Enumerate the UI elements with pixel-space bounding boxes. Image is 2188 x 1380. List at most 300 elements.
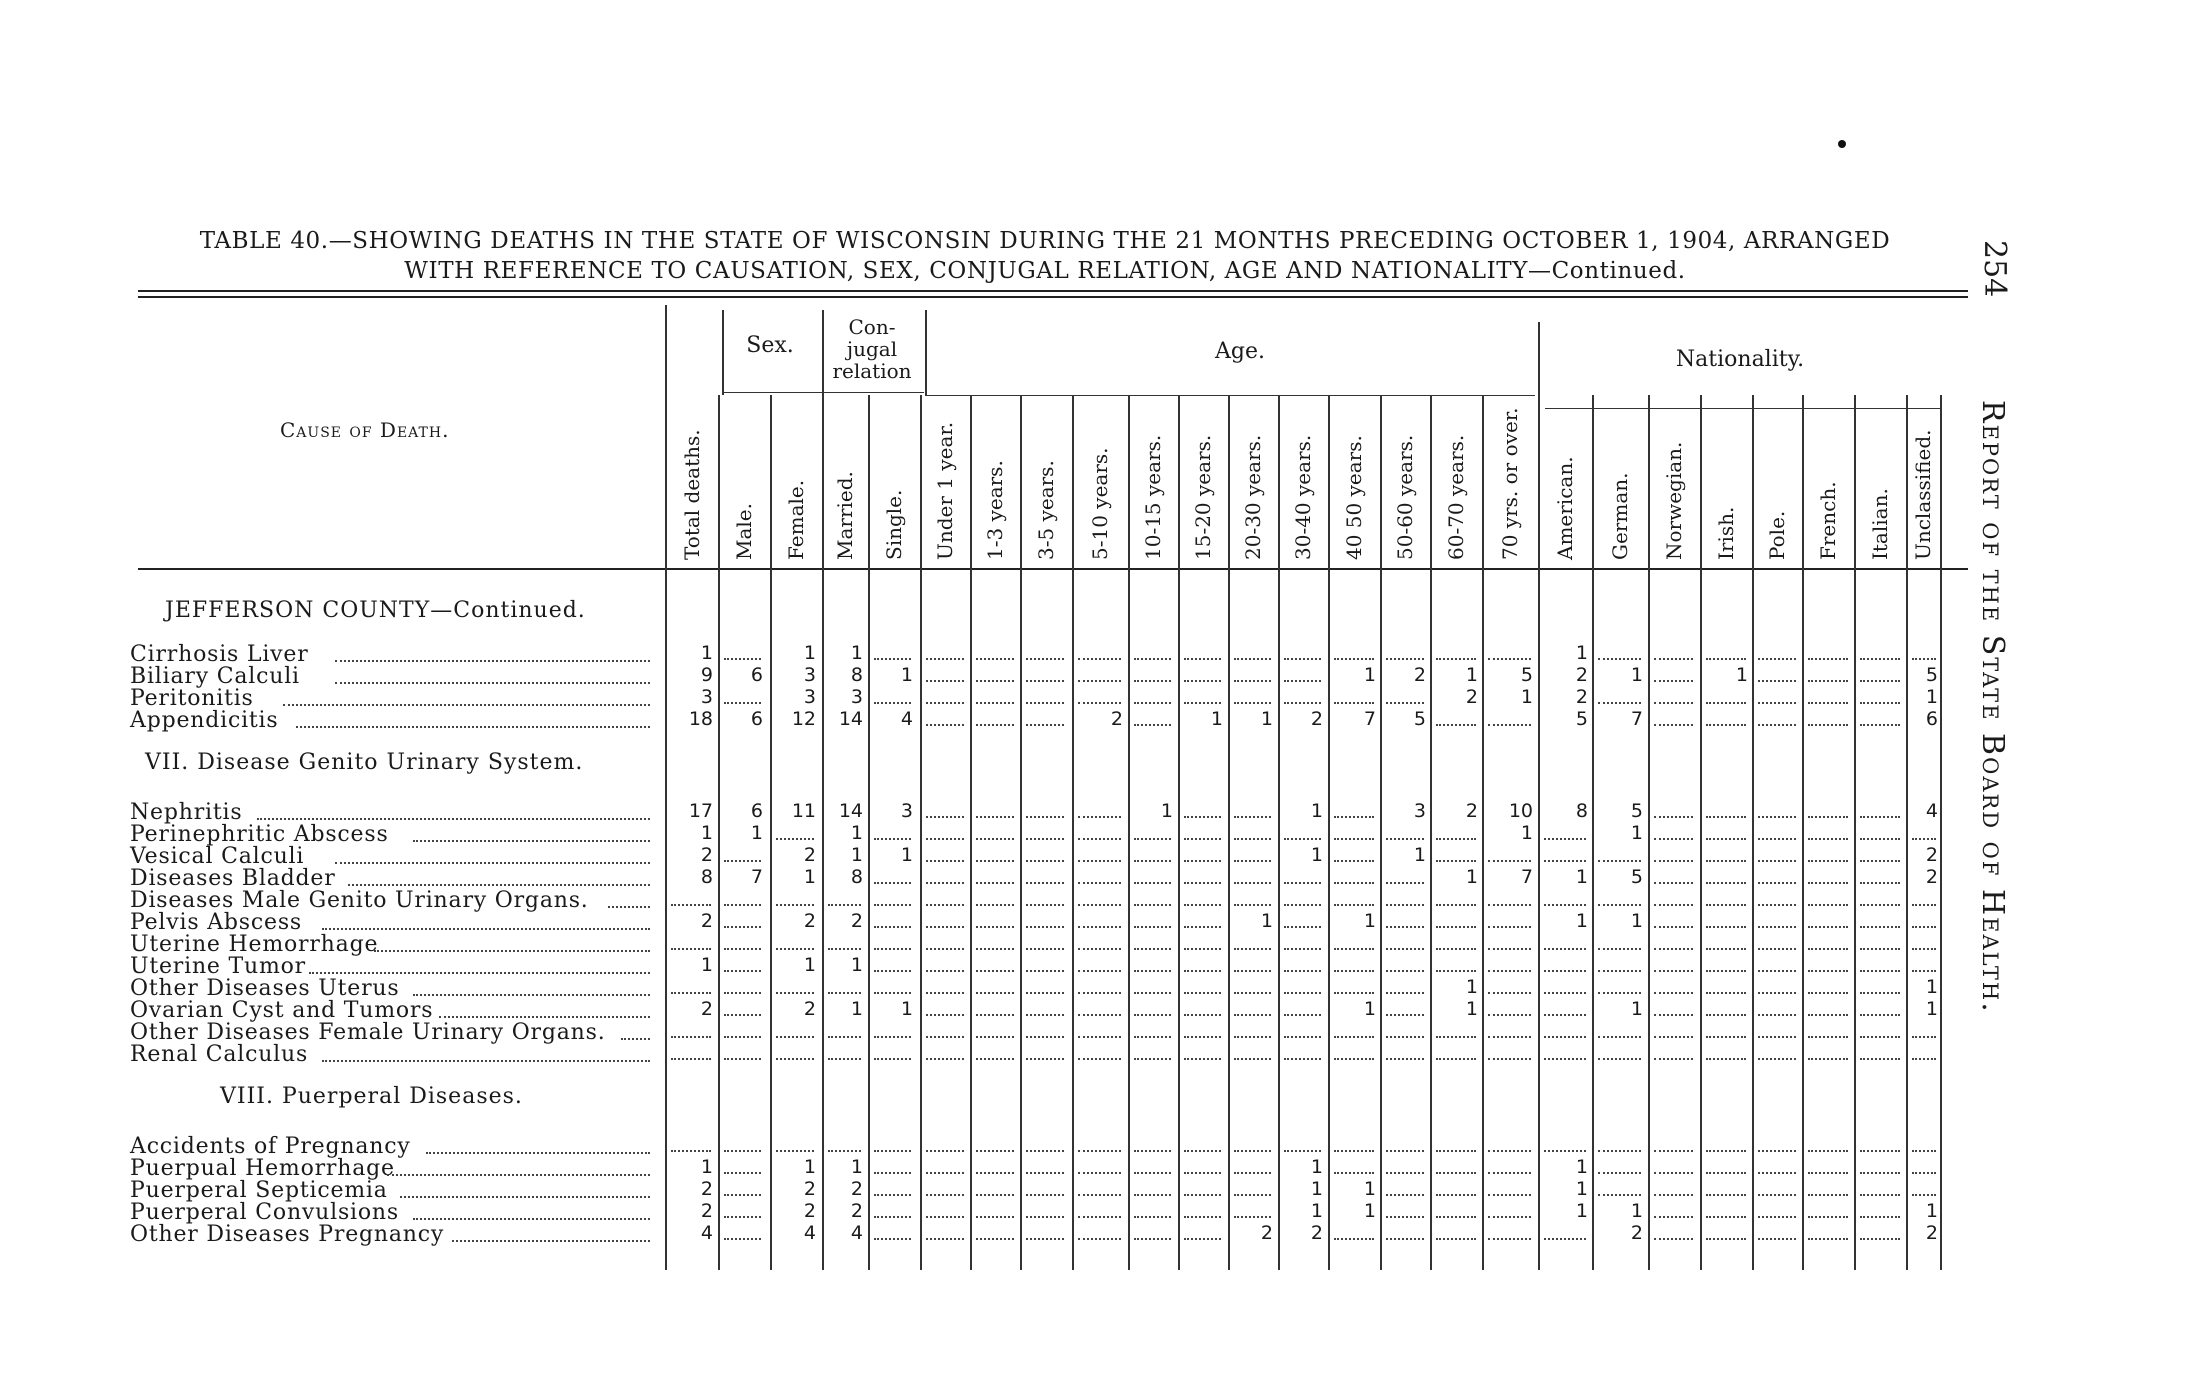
empty-cell-dots (1544, 992, 1586, 994)
empty-cell-dots (1654, 1150, 1693, 1152)
empty-cell-dots (1544, 970, 1586, 972)
section-heading: VIII. Puerperal Diseases. (220, 1084, 523, 1109)
table-title (150, 226, 1940, 286)
empty-cell-dots (1488, 724, 1531, 726)
leader-dots (335, 660, 650, 662)
empty-cell-dots (1654, 882, 1693, 884)
empty-cell-dots (976, 702, 1014, 704)
nationality-header: Nationality. (1675, 347, 1805, 372)
leader-dots (413, 1218, 650, 1220)
table-cell: 7 (1630, 708, 1643, 730)
empty-cell-dots (1284, 1036, 1321, 1038)
empty-cell-dots (1598, 658, 1641, 660)
empty-cell-dots (1078, 702, 1121, 704)
table-cell: 2 (700, 1200, 713, 1222)
empty-cell-dots (1808, 1014, 1848, 1016)
leader-dots (413, 840, 650, 842)
group-divider (1538, 322, 1540, 407)
empty-cell-dots (1026, 1172, 1064, 1174)
leader-dots (387, 1174, 650, 1176)
empty-cell-dots (1598, 904, 1641, 906)
empty-cell-dots (1758, 948, 1796, 950)
cause-of-death: Perinephritic Abscess (130, 822, 389, 847)
empty-cell-dots (1436, 904, 1476, 906)
empty-cell-dots (1706, 1172, 1746, 1174)
empty-cell-dots (976, 992, 1014, 994)
table-cell: 4 (850, 1222, 863, 1244)
table-cell: 6 (1925, 708, 1938, 730)
column-header: 20-30 years. (1241, 434, 1265, 560)
empty-cell-dots (1284, 970, 1321, 972)
empty-cell-dots (1706, 838, 1746, 840)
empty-cell-dots (1184, 926, 1221, 928)
empty-cell-dots (1808, 680, 1848, 682)
empty-cell-dots (1706, 992, 1746, 994)
table-cell: 5 (1520, 664, 1533, 686)
column-divider (1854, 395, 1856, 1270)
empty-cell-dots (1334, 904, 1374, 906)
empty-cell-dots (776, 1150, 814, 1152)
empty-cell-dots (724, 992, 761, 994)
empty-cell-dots (1234, 948, 1271, 950)
table-cell: 1 (1260, 910, 1273, 932)
cause-of-death: Uterine Tumor (130, 954, 307, 979)
table-cell: 2 (700, 1178, 713, 1200)
empty-cell-dots (976, 948, 1014, 950)
empty-cell-dots (976, 904, 1014, 906)
empty-cell-dots (1386, 992, 1424, 994)
empty-cell-dots (1234, 1216, 1271, 1218)
column-divider (665, 305, 667, 1270)
table-cell: 1 (1925, 976, 1938, 998)
empty-cell-dots (1706, 1036, 1746, 1038)
empty-cell-dots (1078, 1036, 1121, 1038)
empty-cell-dots (1436, 1216, 1476, 1218)
table-cell: 1 (1925, 686, 1938, 708)
empty-cell-dots (1134, 680, 1171, 682)
table-cell: 12 (791, 708, 816, 730)
table-cell: 1 (1630, 822, 1643, 844)
table-cell: 1 (1210, 708, 1223, 730)
cause-of-death: Accidents of Pregnancy (130, 1134, 411, 1159)
empty-cell-dots (1488, 948, 1531, 950)
empty-cell-dots (1078, 680, 1121, 682)
table-cell: 2 (850, 910, 863, 932)
table-cell: 2 (1260, 1222, 1273, 1244)
empty-cell-dots (1026, 970, 1064, 972)
table-cell: 2 (1925, 1222, 1938, 1244)
table-cell: 5 (1925, 664, 1938, 686)
empty-cell-dots (724, 1172, 761, 1174)
group-divider (925, 310, 927, 395)
title-rule-2 (138, 296, 1968, 298)
column-header: 5-10 years. (1088, 447, 1112, 560)
column-header: 30-40 years. (1291, 434, 1315, 560)
conjugal-header: Con- jugal relation (832, 315, 912, 383)
empty-cell-dots (1488, 970, 1531, 972)
empty-cell-dots (828, 992, 861, 994)
table-cell: 1 (900, 844, 913, 866)
empty-cell-dots (1654, 1036, 1693, 1038)
empty-cell-dots (976, 1014, 1014, 1016)
table-cell: 8 (850, 866, 863, 888)
empty-cell-dots (874, 838, 911, 840)
empty-cell-dots (1026, 724, 1064, 726)
empty-cell-dots (1808, 658, 1848, 660)
empty-cell-dots (1334, 882, 1374, 884)
empty-cell-dots (1284, 904, 1321, 906)
empty-cell-dots (1758, 658, 1796, 660)
empty-cell-dots (776, 948, 814, 950)
table-cell: 1 (803, 1156, 816, 1178)
empty-cell-dots (1598, 1194, 1641, 1196)
empty-cell-dots (976, 860, 1014, 862)
empty-cell-dots (1334, 1058, 1374, 1060)
empty-cell-dots (1758, 724, 1796, 726)
empty-cell-dots (1808, 724, 1848, 726)
empty-cell-dots (1184, 1150, 1221, 1152)
empty-cell-dots (1184, 948, 1221, 950)
table-cell: 2 (1110, 708, 1123, 730)
empty-cell-dots (1758, 1172, 1796, 1174)
empty-cell-dots (1386, 926, 1424, 928)
empty-cell-dots (1544, 904, 1586, 906)
table-cell: 1 (850, 642, 863, 664)
empty-cell-dots (1334, 860, 1374, 862)
empty-cell-dots (1026, 1014, 1064, 1016)
empty-cell-dots (1134, 970, 1171, 972)
leader-dots (335, 682, 650, 684)
empty-cell-dots (1334, 992, 1374, 994)
empty-cell-dots (1860, 658, 1900, 660)
empty-cell-dots (1706, 1058, 1746, 1060)
empty-cell-dots (1078, 1194, 1121, 1196)
row-label (130, 1042, 308, 1067)
empty-cell-dots (1488, 1014, 1531, 1016)
column-divider (1802, 395, 1804, 1270)
cause-of-death: Other Diseases Female Urinary Organs. (130, 1020, 606, 1045)
nationality-group-rule (1545, 408, 1940, 409)
empty-cell-dots (1706, 948, 1746, 950)
empty-cell-dots (926, 838, 964, 840)
empty-cell-dots (1706, 926, 1746, 928)
empty-cell-dots (1078, 838, 1121, 840)
table-cell: 1 (1630, 998, 1643, 1020)
table-cell: 2 (1310, 708, 1323, 730)
table-cell: 1 (1363, 998, 1376, 1020)
empty-cell-dots (1184, 838, 1221, 840)
empty-cell-dots (1488, 926, 1531, 928)
table-cell: 3 (850, 686, 863, 708)
table-cell: 5 (1630, 800, 1643, 822)
table-cell: 1 (1465, 664, 1478, 686)
table-cell: 3 (1413, 800, 1426, 822)
empty-cell-dots (724, 1058, 761, 1060)
empty-cell-dots (976, 724, 1014, 726)
empty-cell-dots (1706, 1216, 1746, 1218)
table-cell: 4 (700, 1222, 713, 1244)
table-cell: 3 (700, 686, 713, 708)
empty-cell-dots (874, 1058, 911, 1060)
empty-cell-dots (1184, 860, 1221, 862)
empty-cell-dots (1758, 970, 1796, 972)
table-cell: 1 (1260, 708, 1273, 730)
empty-cell-dots (1758, 816, 1796, 818)
column-header: Unclassified. (1911, 429, 1935, 560)
column-divider (970, 395, 972, 1270)
empty-cell-dots (1488, 1036, 1531, 1038)
empty-cell-dots (1544, 1036, 1586, 1038)
empty-cell-dots (1026, 1150, 1064, 1152)
empty-cell-dots (1026, 948, 1064, 950)
empty-cell-dots (926, 702, 964, 704)
empty-cell-dots (874, 1194, 911, 1196)
cause-of-death: Other Diseases Pregnancy (130, 1222, 445, 1247)
empty-cell-dots (828, 1150, 861, 1152)
empty-cell-dots (1078, 970, 1121, 972)
table-cell: 2 (1465, 800, 1478, 822)
table-cell: 2 (850, 1178, 863, 1200)
empty-cell-dots (1758, 992, 1796, 994)
empty-cell-dots (776, 838, 814, 840)
empty-cell-dots (874, 904, 911, 906)
empty-cell-dots (1026, 658, 1064, 660)
table-cell: 1 (1465, 998, 1478, 1020)
empty-cell-dots (926, 1172, 964, 1174)
table-cell: 1 (1363, 910, 1376, 932)
empty-cell-dots (976, 1194, 1014, 1196)
table-cell: 7 (1363, 708, 1376, 730)
empty-cell-dots (724, 702, 761, 704)
table-cell: 1 (1575, 1200, 1588, 1222)
empty-cell-dots (1134, 860, 1171, 862)
empty-cell-dots (1386, 702, 1424, 704)
table-cell: 1 (1465, 866, 1478, 888)
table-cell: 6 (750, 664, 763, 686)
row-label (130, 1222, 444, 1247)
empty-cell-dots (1078, 904, 1121, 906)
cause-of-death: Nephritis (130, 800, 243, 825)
empty-cell-dots (1654, 992, 1693, 994)
empty-cell-dots (1488, 1150, 1531, 1152)
table-cell: 1 (850, 998, 863, 1020)
table-cell: 14 (838, 708, 863, 730)
empty-cell-dots (1808, 1172, 1848, 1174)
empty-cell-dots (1598, 702, 1641, 704)
empty-cell-dots (1234, 1194, 1271, 1196)
leader-dots (608, 906, 650, 908)
empty-cell-dots (1026, 1194, 1064, 1196)
table-cell: 1 (850, 954, 863, 976)
empty-cell-dots (1706, 1238, 1746, 1240)
empty-cell-dots (1758, 926, 1796, 928)
cause-of-death: Peritonitis (130, 686, 254, 711)
empty-cell-dots (1860, 1194, 1900, 1196)
empty-cell-dots (1654, 948, 1693, 950)
empty-cell-dots (776, 1058, 814, 1060)
empty-cell-dots (1912, 904, 1936, 906)
empty-cell-dots (1134, 882, 1171, 884)
column-header: American. (1553, 456, 1577, 560)
empty-cell-dots (1436, 926, 1476, 928)
running-head: Report of the State Board of Health. (1975, 400, 2010, 1014)
table-cell: 2 (803, 1200, 816, 1222)
leader-dots (296, 726, 650, 728)
cause-of-death: Cirrhosis Liver (130, 642, 309, 667)
empty-cell-dots (1912, 658, 1936, 660)
table-cell: 2 (1465, 686, 1478, 708)
empty-cell-dots (976, 1238, 1014, 1240)
column-header: Female. (784, 479, 808, 560)
age-group-rule (925, 395, 1535, 396)
empty-cell-dots (1184, 882, 1221, 884)
empty-cell-dots (976, 1036, 1014, 1038)
empty-cell-dots (1386, 1058, 1424, 1060)
empty-cell-dots (1654, 680, 1693, 682)
empty-cell-dots (1654, 724, 1693, 726)
empty-cell-dots (1654, 1172, 1693, 1174)
empty-cell-dots (926, 816, 964, 818)
table-cell: 14 (838, 800, 863, 822)
empty-cell-dots (724, 970, 761, 972)
column-divider (1592, 395, 1594, 1270)
empty-cell-dots (1134, 1216, 1171, 1218)
empty-cell-dots (1860, 1036, 1900, 1038)
empty-cell-dots (1284, 992, 1321, 994)
leader-dots (322, 1060, 650, 1062)
table-cell: 11 (791, 800, 816, 822)
empty-cell-dots (1808, 926, 1848, 928)
empty-cell-dots (874, 948, 911, 950)
title-rule (138, 290, 1968, 292)
empty-cell-dots (1488, 860, 1531, 862)
table-cell: 10 (1508, 800, 1533, 822)
empty-cell-dots (1234, 904, 1271, 906)
empty-cell-dots (1808, 948, 1848, 950)
empty-cell-dots (926, 1058, 964, 1060)
column-header: 10-15 years. (1141, 434, 1165, 560)
column-header: 50-60 years. (1393, 434, 1417, 560)
empty-cell-dots (1436, 1150, 1476, 1152)
empty-cell-dots (1598, 970, 1641, 972)
empty-cell-dots (1284, 882, 1321, 884)
leader-dots (257, 818, 650, 820)
empty-cell-dots (1598, 992, 1641, 994)
empty-cell-dots (1078, 860, 1121, 862)
empty-cell-dots (671, 1150, 711, 1152)
empty-cell-dots (1026, 680, 1064, 682)
empty-cell-dots (1386, 1216, 1424, 1218)
empty-cell-dots (874, 702, 911, 704)
column-divider (770, 395, 772, 1270)
empty-cell-dots (926, 970, 964, 972)
empty-cell-dots (1234, 702, 1271, 704)
empty-cell-dots (776, 1036, 814, 1038)
column-divider (1278, 395, 1280, 1270)
empty-cell-dots (1284, 658, 1321, 660)
empty-cell-dots (1234, 816, 1271, 818)
empty-cell-dots (976, 1058, 1014, 1060)
column-divider (1178, 395, 1180, 1270)
empty-cell-dots (1386, 1194, 1424, 1196)
empty-cell-dots (1758, 860, 1796, 862)
empty-cell-dots (1488, 1238, 1531, 1240)
empty-cell-dots (874, 882, 911, 884)
table-cell: 2 (803, 1178, 816, 1200)
empty-cell-dots (926, 1194, 964, 1196)
empty-cell-dots (976, 882, 1014, 884)
table-cell: 2 (1925, 844, 1938, 866)
empty-cell-dots (926, 860, 964, 862)
empty-cell-dots (1706, 860, 1746, 862)
empty-cell-dots (1706, 1014, 1746, 1016)
empty-cell-dots (671, 904, 711, 906)
empty-cell-dots (1808, 702, 1848, 704)
column-header: French. (1816, 481, 1840, 560)
empty-cell-dots (1184, 658, 1221, 660)
empty-cell-dots (1808, 1036, 1848, 1038)
table-cell: 1 (1575, 910, 1588, 932)
empty-cell-dots (1860, 838, 1900, 840)
empty-cell-dots (1758, 1014, 1796, 1016)
leader-dots (621, 1038, 650, 1040)
empty-cell-dots (1758, 882, 1796, 884)
empty-cell-dots (1184, 1238, 1221, 1240)
empty-cell-dots (1134, 658, 1171, 660)
empty-cell-dots (1234, 970, 1271, 972)
empty-cell-dots (1706, 816, 1746, 818)
table-cell: 8 (1575, 800, 1588, 822)
table-cell: 4 (803, 1222, 816, 1244)
empty-cell-dots (1026, 1238, 1064, 1240)
empty-cell-dots (1808, 838, 1848, 840)
table-cell: 1 (700, 954, 713, 976)
empty-cell-dots (1026, 882, 1064, 884)
cause-of-death: Puerperal Convulsions (130, 1200, 399, 1225)
table-cell: 1 (1925, 998, 1938, 1020)
empty-cell-dots (1134, 702, 1171, 704)
column-divider (1906, 395, 1908, 1270)
table-cell: 1 (1575, 1178, 1588, 1200)
empty-cell-dots (1284, 948, 1321, 950)
empty-cell-dots (1184, 992, 1221, 994)
conjugal-group-rule (824, 392, 924, 393)
column-header: German. (1608, 472, 1632, 560)
empty-cell-dots (1808, 992, 1848, 994)
empty-cell-dots (1488, 1194, 1531, 1196)
empty-cell-dots (976, 1172, 1014, 1174)
empty-cell-dots (1184, 904, 1221, 906)
empty-cell-dots (1598, 1036, 1641, 1038)
empty-cell-dots (776, 992, 814, 994)
table-cell: 1 (1363, 1200, 1376, 1222)
table-cell: 6 (750, 708, 763, 730)
empty-cell-dots (1026, 992, 1064, 994)
cause-of-death: Appendicitis (130, 708, 279, 733)
empty-cell-dots (1026, 702, 1064, 704)
group-divider (722, 310, 724, 395)
section-heading: VII. Disease Genito Urinary System. (145, 750, 584, 775)
cause-header: Cause of Death. (280, 418, 450, 442)
empty-cell-dots (1808, 904, 1848, 906)
empty-cell-dots (1758, 702, 1796, 704)
table-cell: 2 (803, 910, 816, 932)
empty-cell-dots (926, 926, 964, 928)
table-cell: 1 (1363, 1178, 1376, 1200)
column-divider (1538, 395, 1540, 1270)
empty-cell-dots (1078, 1150, 1121, 1152)
empty-cell-dots (1436, 1238, 1476, 1240)
